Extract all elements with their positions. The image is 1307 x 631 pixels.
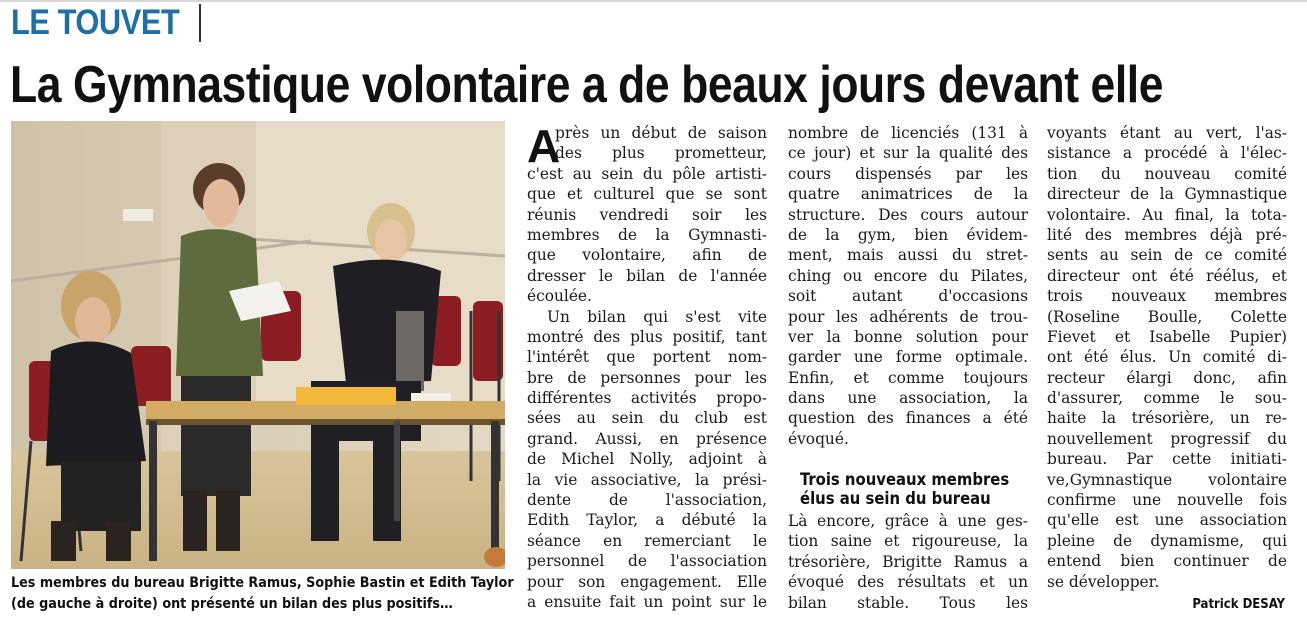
- text-line: directeur ont été réélus, et: [1047, 266, 1287, 285]
- article-column-2: [788, 123, 1028, 449]
- photo-illustration: [11, 121, 505, 569]
- text-line: garder une forme optimale.: [788, 348, 1028, 367]
- text-line: évoqué.: [788, 429, 849, 448]
- text-line: se développer.: [1047, 572, 1160, 591]
- author-byline: Patrick DESAY: [1192, 597, 1285, 612]
- article-column-1: [527, 120, 767, 612]
- text-line: ching ou encore du Pilates,: [788, 266, 1028, 285]
- text-line: nombre de licenciés (131 à: [788, 124, 1028, 142]
- text-line: dente de l'association,: [527, 491, 767, 510]
- text-line: montré des plus positif, tant: [527, 327, 767, 346]
- article-photo: [11, 121, 505, 569]
- text-line: pour les adhérents de trou-: [788, 307, 1028, 326]
- text-line: sents au sein de ce comité: [1047, 246, 1287, 265]
- text-line: ce jour) et sur la qualité des: [788, 144, 1028, 163]
- text-line: structure. Des cours autour: [788, 205, 1028, 224]
- text-line: directeur de la Gymnastique: [1047, 185, 1287, 204]
- text-line: Là encore, grâce à une ges-: [788, 512, 1028, 530]
- text-line: dans une association, la: [788, 389, 1028, 408]
- drop-cap: A: [527, 120, 561, 172]
- text-line: tion du nouveau comité: [1047, 164, 1287, 183]
- article-column-3: [1047, 123, 1287, 592]
- text-line: grand. Aussi, en présence: [527, 429, 767, 448]
- text-line: ve,Gymnastique volontaire: [1047, 470, 1287, 489]
- text-line: Fievet et Isabelle Pupier): [1047, 327, 1287, 346]
- text-line: personnel de l'association: [527, 552, 767, 571]
- text-line: ment, mais aussi du stret-: [788, 246, 1028, 265]
- section-divider: [199, 4, 201, 42]
- text-line: confirme une nouvelle fois: [1047, 491, 1287, 510]
- text-line: des plus prometteur,: [555, 144, 767, 163]
- text-line: cours dispensés par les: [788, 164, 1028, 183]
- section-label: LE TOUVET: [11, 3, 180, 42]
- text-line: tion saine et rigoureuse, la: [788, 532, 1028, 551]
- text-line: évoqué des résultats et un: [788, 573, 1028, 592]
- text-line: bilan stable. Tous les: [788, 593, 1028, 612]
- text-line: différentes activités propo-: [527, 389, 767, 408]
- text-line: réunis vendredi soir les: [527, 205, 767, 224]
- caption-line: Les membres du bureau Brigitte Ramus, Sophie Bastin et Edith Taylor: [11, 575, 514, 591]
- text-line: a ensuite fait un point sur le: [527, 592, 767, 611]
- subheading: [800, 470, 1040, 508]
- text-line: de Michel Nolly, adjoint à: [527, 450, 767, 469]
- text-line: ver la bonne solution pour: [788, 327, 1028, 346]
- text-line: trésorière, Brigitte Ramus a: [788, 552, 1028, 571]
- text-line: sistance a procédé à l'élec-: [1047, 144, 1287, 163]
- text-line: Un bilan qui s'est vite: [547, 307, 767, 326]
- subheading-line: élus au sein du bureau: [800, 489, 991, 508]
- text-line: que et culturel que se sont: [527, 185, 767, 204]
- subheading-line: Trois nouveaux membres: [800, 470, 1010, 489]
- text-line: la vie associative, la prési-: [527, 470, 767, 489]
- text-line: soit autant d'occasions: [788, 287, 1028, 306]
- text-line: voyants étant au vert, l'as-: [1047, 124, 1287, 142]
- text-line: près un début de saison: [555, 124, 767, 142]
- caption-line: (de gauche à droite) ont présenté un bilan des plus positifs…: [11, 596, 453, 612]
- text-line: trois nouveaux membres: [1047, 287, 1287, 306]
- text-line: pleine de dynamisme, qui: [1047, 531, 1287, 550]
- text-line: nouvellement progressif du: [1047, 429, 1287, 448]
- headline: La Gymnastique volontaire a de beaux jours devant elle: [10, 56, 1164, 114]
- text-line: écoulée.: [527, 287, 592, 306]
- text-line: pour son engagement. Elle: [527, 572, 767, 591]
- text-line: volontaire. Au final, la tota-: [1047, 205, 1287, 224]
- text-line: quatre animatrices de la: [788, 185, 1028, 204]
- text-line: Edith Taylor, a débuté la: [527, 511, 767, 530]
- top-rule: [0, 0, 1307, 2]
- text-line: séance en remerciant le: [527, 531, 767, 550]
- text-line: dresser le bilan de l'année: [527, 266, 767, 285]
- text-line: l'intérêt que portent nom-: [527, 348, 767, 367]
- text-line: entend bien continuer de: [1047, 552, 1287, 571]
- text-line: lité des membres déjà pré-: [1047, 225, 1287, 244]
- text-line: membres de la Gymnasti-: [527, 225, 767, 244]
- text-line: sées au sein du club est: [527, 409, 767, 428]
- text-line: ont été élus. Un comité di-: [1047, 348, 1287, 367]
- text-line: que volontaire, afin de: [527, 246, 767, 265]
- text-line: (Roseline Boulle, Colette: [1047, 307, 1287, 326]
- text-line: c'est au sein du pôle artisti-: [527, 164, 767, 183]
- text-line: d'assurer, comme le sou-: [1047, 389, 1287, 408]
- article-column-2-continued: [788, 511, 1028, 613]
- text-line: bre de personnes pour les: [527, 368, 767, 387]
- text-line: haite la trésorière, un re-: [1047, 409, 1287, 428]
- text-line: question des finances a été: [788, 409, 1028, 428]
- text-line: recteur élargi donc, afin: [1047, 368, 1287, 387]
- photo-caption: [11, 573, 514, 615]
- text-line: de la gym, bien évidem-: [788, 225, 1028, 244]
- text-line: bureau. Par cette initiati-: [1047, 450, 1287, 469]
- text-line: Enfin, et comme toujours: [788, 368, 1028, 387]
- text-line: qu'elle est une association: [1047, 511, 1287, 530]
